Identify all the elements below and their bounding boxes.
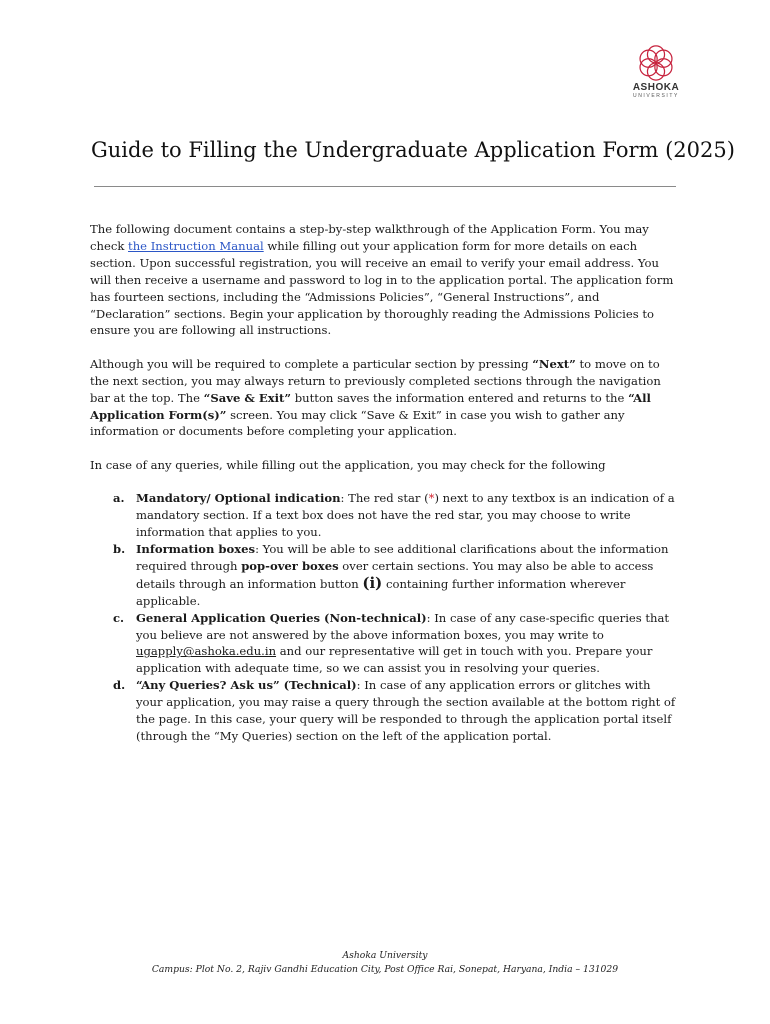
red-star-icon: * <box>428 491 435 506</box>
list-item <box>90 610 680 678</box>
nav-text: screen. You may click “Save & Exit” in case you wish to gather any information or documents before completing your application. <box>90 407 625 439</box>
list-text: : The red star ( <box>340 491 429 506</box>
intro-text: The following document contains a step-by-step walkthrough of the Application Form. You may check <box>90 222 649 253</box>
list-text: : You will be able to see additional clarifications about the information required through <box>136 542 669 573</box>
nav-text: button saves the information entered and returns to the <box>291 390 629 405</box>
list-marker: d. <box>113 678 126 693</box>
intro-text-cont: while filling out your application form for more details on each section. Upon successful registration, you will receive an email to verify your email address. You will then receive a username and password to log in to the application portal. The application form has fourteen sections, including the “Admissions Policies”, “General Instructions”, and “Declaration” sections. Begin your application by thoroughly reading the Admissions Policies to ensure you are following all instructions. <box>90 238 674 338</box>
list-text: ) next to any textbox is an indication of a mandatory section. If a text box does not have the red star, you may choose to write information that applies to you. <box>136 491 675 540</box>
list-marker: b. <box>113 542 126 556</box>
list-text: : In case of any case-specific queries that you believe are not answered by the above information boxes, you may write to <box>136 610 670 642</box>
list-item <box>90 541 680 610</box>
list-text: and our representative will get in touch with you. Prepare your application with adequate time, so we can assist you in resolving your queries. <box>136 644 653 676</box>
queries-list <box>90 490 680 745</box>
list-text: containing further information wherever applicable. <box>136 576 626 608</box>
ugapply-email-link[interactable]: ugapply@ashoka.edu.in <box>136 644 277 659</box>
nav-text: Although you will be required to complete a particular section by pressing <box>90 356 533 371</box>
list-item-heading: “Any Queries? Ask us” (Technical) <box>136 678 357 693</box>
footer-address: Campus: Plot No. 2, Rajiv Gandhi Education City, Post Office Rai, Sonepat, Haryana, India – 131029 <box>151 964 619 975</box>
save-exit-label: “Save & Exit” <box>203 390 292 405</box>
logo-subtitle: UNIVERSITY <box>632 93 679 99</box>
list-item-heading: General Application Queries (Non-technical) <box>136 610 427 625</box>
intro-paragraph <box>90 221 680 339</box>
footer-university: Ashoka University <box>342 950 428 961</box>
title-divider <box>94 186 676 187</box>
list-marker: c. <box>113 610 125 625</box>
list-item <box>90 677 680 745</box>
next-label: “Next” <box>532 356 576 371</box>
info-button-icon: (i) <box>362 573 383 592</box>
ashoka-emblem-icon <box>637 44 675 82</box>
queries-intro: In case of any queries, while filling out the application, you may check for the following <box>90 457 606 472</box>
list-item <box>90 490 680 541</box>
list-item-heading: Mandatory/ Optional indication <box>136 491 341 506</box>
list-marker: a. <box>113 491 125 506</box>
list-item-heading: Information boxes <box>136 542 256 556</box>
all-forms-label: “All Application Form(s)” <box>90 390 651 422</box>
document-title: Guide to Filling the Undergraduate Application Form (2025) <box>91 138 735 162</box>
list-text: over certain sections. You may also be able to access details through an information button <box>136 558 654 591</box>
pop-over-label: pop-over boxes <box>241 558 339 573</box>
list-text: : In case of any application errors or glitches with your application, you may raise a query through the section available at the bottom right of the page. In this case, your query will be responded to through the application portal itself (through the “My Queries) section on the left of the application portal. <box>136 678 676 743</box>
navigation-paragraph <box>90 356 680 441</box>
page-footer <box>0 949 770 977</box>
instruction-manual-link[interactable]: the Instruction Manual <box>128 238 264 253</box>
logo-wordmark: ASHOKA <box>632 82 680 93</box>
ashoka-logo <box>625 44 687 106</box>
nav-text: to move on to the next section, you may always return to previously completed sections through the navigation bar at the top. The <box>90 356 661 405</box>
document-body <box>90 221 680 745</box>
